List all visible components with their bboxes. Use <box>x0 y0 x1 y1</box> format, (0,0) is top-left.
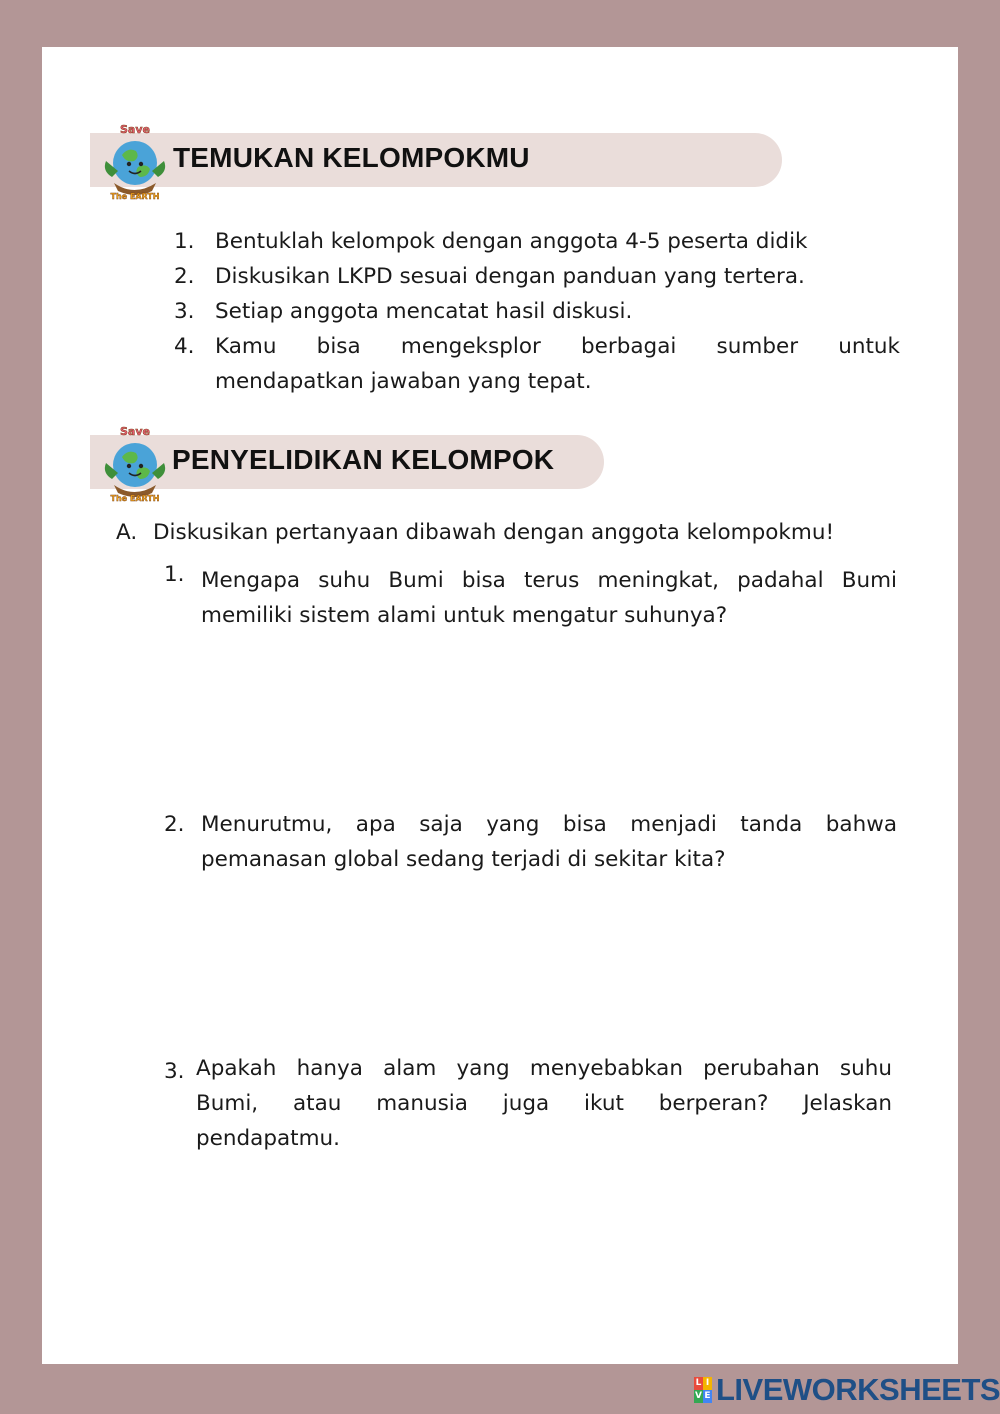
logo-top-text: Save <box>120 425 150 438</box>
badge-letter: L <box>695 1378 702 1388</box>
item-text: Bentuklah kelompok dengan anggota 4-5 peserta didik <box>215 229 808 254</box>
question-text-line: Apakah hanya alam yang menyebabkan perubahan suhu <box>196 1056 892 1081</box>
item-number: 1. <box>174 229 195 254</box>
save-the-earth-logo-icon <box>100 423 170 503</box>
liveworksheets-brand[interactable] <box>694 1374 1000 1406</box>
logo-bottom-text: The EARTH <box>110 494 160 503</box>
question-number: 2. <box>164 812 185 837</box>
question-text-line: Bumi, atau manusia juga ikut berperan? Jelaskan <box>196 1091 892 1116</box>
list-item-1 <box>174 224 904 260</box>
question-3 <box>164 1051 904 1159</box>
question-text-line: pendapatmu. <box>196 1126 340 1151</box>
instruction-label: A. <box>116 520 138 545</box>
list-item-4 <box>174 329 904 401</box>
item-number: 4. <box>174 334 195 359</box>
instruction-text: Diskusikan pertanyaan dibawah dengan anggota kelompokmu! <box>153 520 835 545</box>
question-number: 3. <box>164 1059 185 1084</box>
badge-letter: I <box>703 1377 712 1390</box>
item-text: Setiap anggota mencatat hasil diskusi. <box>215 299 633 324</box>
worksheet-page <box>42 47 958 1364</box>
question-1 <box>164 563 904 635</box>
question-number: 1. <box>164 562 185 587</box>
item-text-line: mendapatkan jawaban yang tepat. <box>215 369 592 394</box>
instruction <box>116 515 916 551</box>
logo-bottom-text: The EARTH <box>110 192 160 201</box>
save-the-earth-logo-icon <box>100 121 170 201</box>
list-item-2 <box>174 259 904 295</box>
list-item-3 <box>174 294 904 330</box>
item-number: 3. <box>174 299 195 324</box>
item-number: 2. <box>174 264 195 289</box>
question-text-line: pemanasan global sedang terjadi di sekitar kita? <box>201 847 726 872</box>
question-text-line: Mengapa suhu Bumi bisa terus meningkat, padahal Bumi <box>201 568 897 593</box>
item-text: Diskusikan LKPD sesuai dengan panduan yang tertera. <box>215 264 805 289</box>
brand-name: LIVEWORKSHEETS <box>716 1372 1000 1407</box>
section-title: TEMUKAN KELOMPOKMU <box>173 142 530 173</box>
logo-top-text: Save <box>120 123 150 136</box>
section-header-temukan <box>42 123 802 201</box>
question-text-line: memiliki sistem alami untuk mengatur suhunya? <box>201 603 728 628</box>
question-text-line: Menurutmu, apa saja yang bisa menjadi tanda bahwa <box>201 812 897 837</box>
live-badge-icon <box>694 1377 712 1403</box>
item-text-line: Kamu bisa mengeksplor berbagai sumber untuk <box>215 334 900 359</box>
section-header-penyelidikan <box>42 425 642 503</box>
question-2 <box>164 807 904 879</box>
badge-letter: E <box>704 1391 711 1401</box>
section-title: PENYELIDIKAN KELOMPOK <box>172 444 555 475</box>
badge-letter: V <box>695 1391 702 1401</box>
